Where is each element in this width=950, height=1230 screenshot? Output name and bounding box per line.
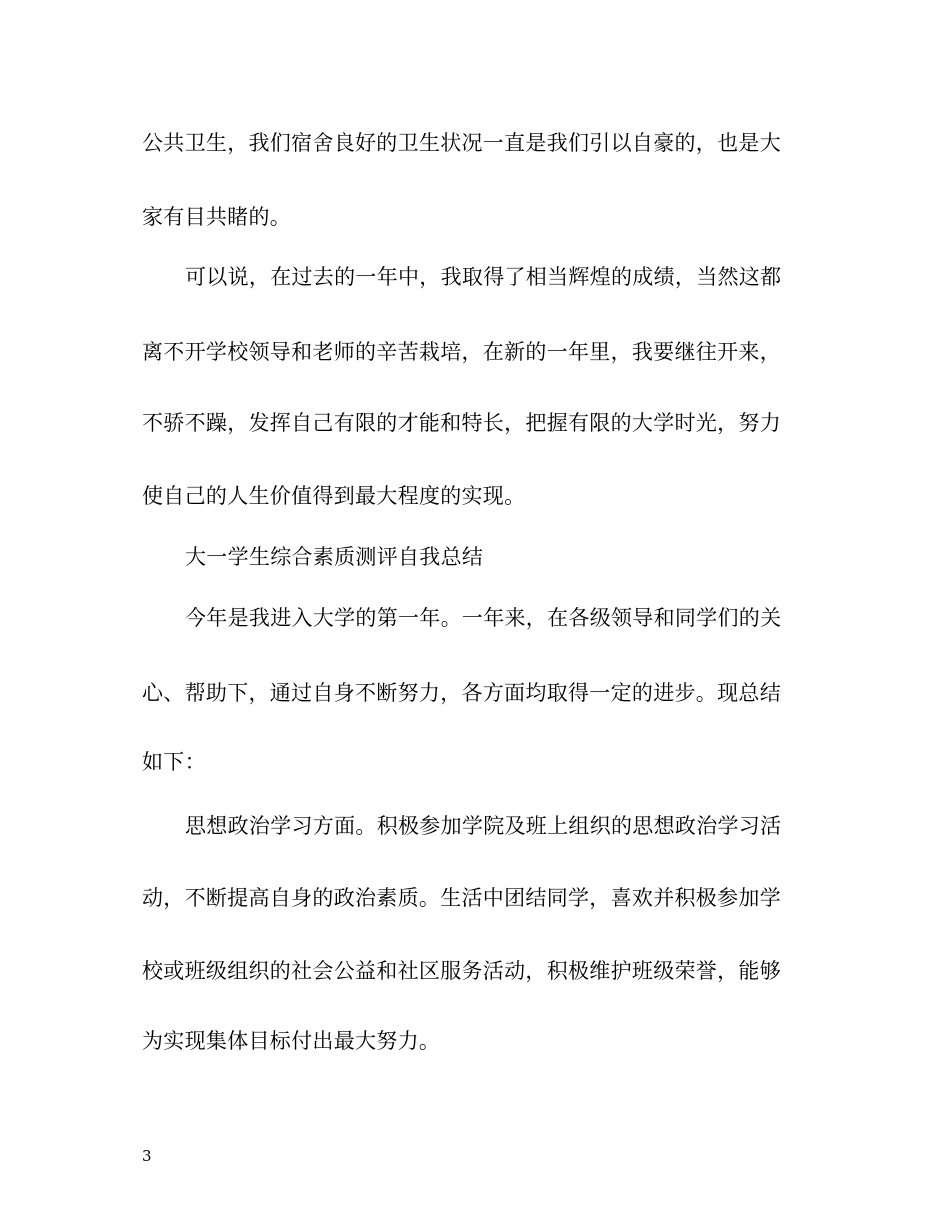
text-line: 如下： bbox=[142, 750, 206, 774]
text-line: 家有目共睹的。 bbox=[142, 205, 292, 229]
paragraph-start-line: 今年是我进入大学的第一年。一年来，在各级领导和同学们的关 bbox=[185, 606, 782, 630]
paragraph-start-line: 思想政治学习方面。积极参加学院及班上组织的思想政治学习活 bbox=[185, 814, 782, 838]
text-line: 心、帮助下，通过自身不断努力，各方面均取得一定的进步。现总结 bbox=[142, 681, 781, 705]
text-line: 校或班级组织的社会公益和社区服务活动，积极维护班级荣誉，能够 bbox=[142, 959, 781, 983]
text-line: 公共卫生，我们宿舍良好的卫生状况一直是我们引以自豪的，也是大 bbox=[142, 131, 781, 155]
paragraph-start-line: 可以说，在过去的一年中，我取得了相当辉煌的成绩，当然这都 bbox=[185, 265, 782, 289]
section-title: 大一学生综合素质测评自我总结 bbox=[185, 545, 484, 569]
text-line: 动，不断提高自身的政治素质。生活中团结同学，喜欢并积极参加学 bbox=[142, 886, 781, 910]
text-line: 使自己的人生价值得到最大程度的实现。 bbox=[142, 484, 526, 508]
text-line: 离不开学校领导和老师的辛苦栽培，在新的一年里，我要继往开来， bbox=[142, 340, 781, 364]
text-line: 不骄不躁，发挥自己有限的才能和特长，把握有限的大学时光，努力 bbox=[142, 411, 781, 435]
text-line: 为实现集体目标付出最大努力。 bbox=[142, 1029, 441, 1053]
page-number: 3 bbox=[142, 1147, 152, 1165]
